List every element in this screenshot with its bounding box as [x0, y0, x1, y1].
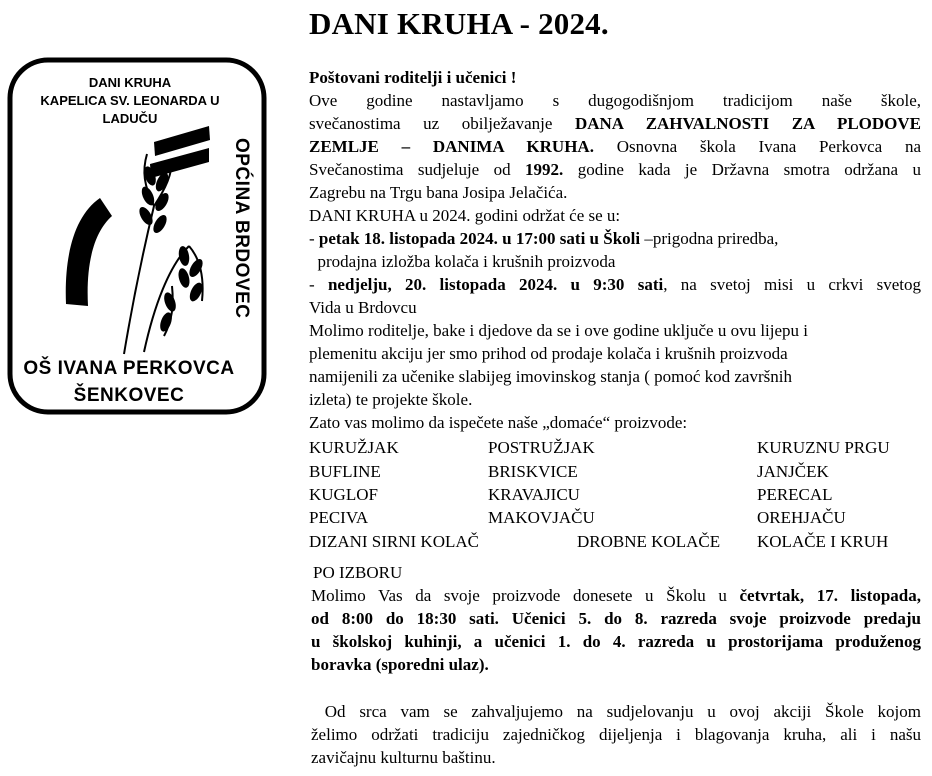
page-title: DANI KRUHA - 2024.: [309, 6, 609, 41]
para1-line: svečanostima uz obilježavanje DANA ZAHVALNOSTI ZA PLODOVE: [309, 114, 922, 133]
event-line: Vida u Brdovcu: [309, 298, 417, 317]
logo-place: ŠENKOVEC: [73, 385, 185, 406]
logo-arc-icon: [66, 198, 112, 306]
product-item: PO IZBORU: [313, 563, 403, 582]
product-item: KRAVAJICU: [488, 485, 580, 504]
delivery-line: Molimo Vas da svoje proizvode donesete u Školu u četvrtak, 17. listopada,: [311, 586, 921, 605]
events-intro: DANI KRUHA u 2024. godini održat će se u:: [309, 206, 621, 225]
product-item: OREHJAČU: [757, 508, 846, 527]
product-item: KUGLOF: [309, 485, 378, 504]
product-item: JANJČEK: [757, 462, 829, 481]
delivery-line: od 8:00 do 18:30 sati. Učenici 5. do 8. razreda svoje proizvode predaju: [311, 609, 921, 628]
para2-line: Zato vas molimo da ispečete naše „domaće“ proizvode:: [309, 413, 688, 432]
logo-header-line: KAPELICA SV. LEONARDA U: [40, 93, 220, 108]
event-line: prodajna izložba kolača i krušnih proizvoda: [309, 252, 616, 271]
logo-header-line: DANI KRUHA: [88, 75, 172, 90]
product-item: KOLAČE I KRUH: [757, 532, 889, 551]
product-item: KURUŽJAK: [309, 438, 399, 457]
para2-line: plemenitu akciju jer smo prihod od prodaje kolača i krušnih proizvoda: [309, 344, 788, 363]
product-item: BUFLINE: [309, 462, 381, 481]
greeting: Poštovani roditelji i učenici !: [309, 68, 517, 87]
para1-line: Svečanostima sudjeluje od 1992. godine kada je Državna smotra održana u: [309, 160, 921, 179]
school-logo: [4, 56, 272, 418]
event-line: - petak 18. listopada 2024. u 17:00 sati u Školi –prigodna priredba,: [309, 229, 779, 248]
delivery-line: u školskoj kuhinji, a učenici 1. do 4. razreda u prostorijama produženog: [311, 632, 921, 651]
product-item: BRISKVICE: [488, 462, 578, 481]
para2-line: izleta) te projekte škole.: [309, 390, 473, 409]
wheat-grain-icon: [137, 165, 206, 333]
product-item: MAKOVJAČU: [488, 508, 595, 527]
logo-municipality: OPĆINA BRDOVEC: [231, 138, 252, 319]
product-item: DIZANI SIRNI KOLAČ: [309, 532, 479, 551]
product-item: PERECAL: [757, 485, 833, 504]
product-item: PECIVA: [309, 508, 369, 527]
para2-line: Molimo roditelje, bake i djedove da se i ove godine uključe u ovu lijepu i: [309, 321, 809, 340]
product-item: POSTRUŽJAK: [488, 438, 595, 457]
para1-line: ZEMLJE – DANIMA KRUHA. Osnovna škola Ivana Perkovca na: [309, 137, 922, 156]
logo-header-line: LADUČU: [102, 111, 158, 126]
para1-line: Ove godine nastavljamo s dugogodišnjom tradicijom naše škole,: [309, 91, 921, 110]
logo-school-name: OŠ IVANA PERKOVCA: [23, 358, 235, 379]
event-line: - nedjelju, 20. listopada 2024. u 9:30 sati, na svetoj misi u crkvi svetog: [309, 275, 921, 294]
product-item: DROBNE KOLAČE: [577, 532, 721, 551]
closing-line: želimo održati tradiciju zajedničkog dijeljenja i blagovanja kruha, ali i našu: [311, 725, 921, 744]
product-item: KURUZNU PRGU: [757, 438, 890, 457]
logo-header: [32, 74, 228, 128]
closing-line: zavičajnu kulturnu baštinu.: [311, 748, 496, 767]
para1-line: Zagrebu na Trgu bana Josipa Jelačića.: [309, 183, 568, 202]
delivery-line: boravka (sporedni ulaz).: [311, 655, 489, 674]
para2-line: namijenili za učenike slabijeg imovinskog stanja ( pomoć kod završnih: [309, 367, 792, 386]
closing-line: Od srca vam se zahvaljujemo na sudjelovanju u ovoj akciji Škole kojom: [311, 702, 921, 721]
